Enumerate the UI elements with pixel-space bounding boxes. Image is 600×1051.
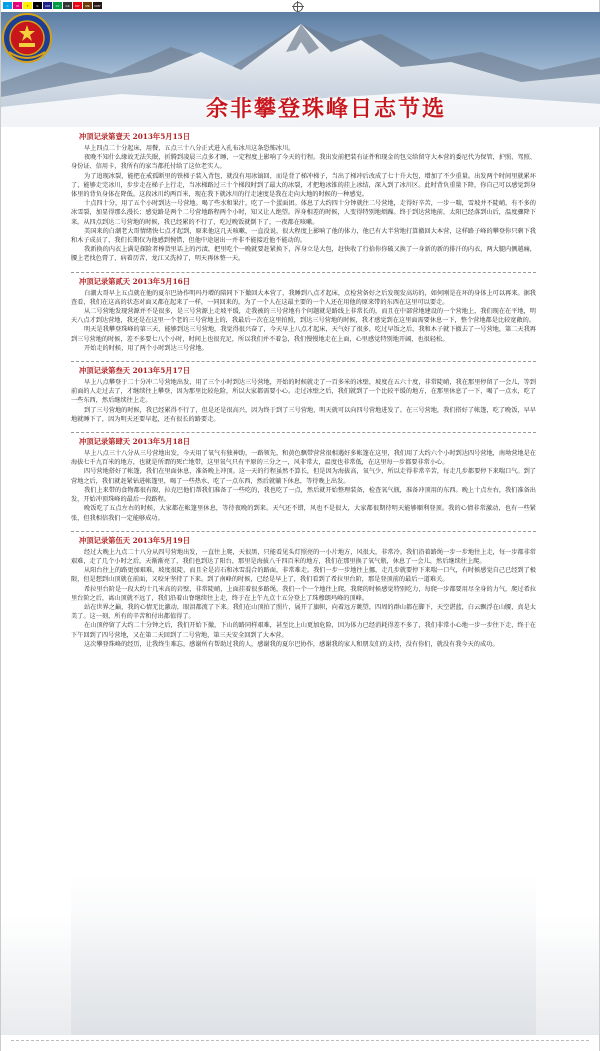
paragraph: 开始走的时候，用了两个小时到达三号营地。 <box>84 344 208 352</box>
paragraph: 晚饭吃了五点左右的时候，大家都在帐篷里休息，等待夜晚的到来。天气还不错，风也不是很大，大家都很期待明天能够顺利登顶。我的心情非常激动，也有一些紧张，但我相信我们一定能够成功。 <box>71 505 536 522</box>
paragraph: 早上八点攀登于二十分冲二号营地出发，用了三个小时到达三号营地，开始的时候就走了一百多米的冰壁，坡度在五六十度，非常陡峭，我在那里停留了一会儿，等到前面的人走过去了，才继续往上攀登，因为那里比较危险，所以大家都需要小心。走过冰壁之后，我们就到了一个比较平缓的地方，在那里休息了一下，喝了一点水，吃了一些东西，然后继续往上走。 <box>71 379 536 405</box>
section-divider <box>71 531 536 532</box>
paragraph: 经过大晚上九点二十八分从四号营地出发，一直往上爬，天很黑，只能看见头灯照亮的一小片地方，风很大，非常冷。我们沿着路绳一步一步地往上走，每一步都非常艰难，走了几个小时之后，天渐渐亮了，我们也到达了阳台，那里是海拔八千四百米的地方，我们在那里换了氧气瓶，休息了一会儿，然后继续往上爬。 <box>71 548 536 565</box>
paragraph: 从阳台往上的路更加艰难，坡度很陡，而且全是岩石和冰雪混合的路面，非常难走。我们一步一步地往上挪，走几步就要停下来喘一口气，有时候感觉自己已经到了极限，但是想到山顶就在前面，又咬牙坚持了下来。到了南峰的时候，已经是早上了，我们看到了希拉里台阶，那是登顶前的最后一道难关。 <box>71 567 536 584</box>
paragraph: 早上四点二十分起床，用餐，五点三十八分正式进入孔布冰川这条恐怖冰川。 <box>84 145 295 152</box>
reg-swatch: K <box>33 2 42 9</box>
paragraph: 我们上来带的食物都很有限，拉克巴他们帮我们准备了一些吃的，我也吃了一点，然后就开始整理装备，检查氧气瓶，准备冲顶用的东西。晚上十点左右，我们准备出发，开始冲顶珠峰的最后一段路程。 <box>71 486 536 504</box>
paragraph: 早上八点三十八分从三号营地出发，今天用了氧气有独神助，一路领先，和黄色飘带营营很相遇好多帐篷在这里，我们用了大约六个小时到达四号营地，南坳营地是在海拔七千九百米的地方，也就是所谓的死亡地带，这里氧气只有平原的三分之一，风非常大，温度也非常低，在这里每一步都要非常小心。 <box>71 450 536 467</box>
paragraph: 十点四十分，用了五个小时到达一号营地。喝了些水和果汁，吃了一个蛋面团。体息了大约四十分钟就往二号营地，走得好辛苦，一步一喘，雪坡并不陡峭，有不多的冰雪裂，加显得那么漫长；感觉路是两个二号营地路程两个小时，知又让人绝望。浑身相差的时候，人变得特别地烦躁。终于到达营地前，太阳已经落到山后，温度骤降下来。从四点到达二号营地的时候，我已经累的不行了，吃过晚饭就倒下了，一夜都在咳嗽。 <box>71 200 536 226</box>
reg-swatch: M <box>13 2 22 9</box>
paragraph: 从二号营地发现营源并不是很多，是三号营源上走坡平缓，走我被的三号营地有个问题就是路线上非常长的，而且在中部营地建设的一个营地上，我们现在在平地，明天八点才到达营地，我还是在这里一个老的三号营地上的，我最后一次在这里拍照，到达三号营地的时候，我才感觉到在这里面需要休息一下，整个营地都是比较宽敞的。 <box>71 308 536 325</box>
paragraph: 到了三号营地的时候，我已经累得不行了，但是还是很高兴，因为终于到了三号营地，明天就可以向四号营地进发了。在三号营地，我们搭好了帐篷，吃了晚饭，早早地就睡下了，因为明天还要早起，还有很长的路要走。 <box>71 406 536 423</box>
paragraph: 白潮大哥早上五点就在他的夏尔巴协作明玛丹增的陪同下下撤回大本营了，我睡到八点才起床，点检营备好之后发现发高坊的，如何刚是在坏的身体上可以再来。据我查看，我们在这高的状态对面又都在起来了一样，一同回来的，为了一个人在这最主要的一个人还在用他的原来带的东西在这里可以要走。 <box>71 289 536 306</box>
section-divider <box>71 361 536 362</box>
section-title: 冲顶记录第叁天 2013年5月17日 <box>79 366 191 376</box>
section-title: 冲顶记录第壹天 2013年5月15日 <box>79 132 191 141</box>
section-title: 冲顶记录第贰天 2013年5月16日 <box>79 276 191 286</box>
reg-swatch: MK <box>83 2 92 9</box>
reg-swatch: Y <box>23 2 32 9</box>
color-registration-bar <box>3 2 102 9</box>
paragraph: 四号营地搭好了帐篷，我们在里面休息，准备晚上冲顶。这一天的行程虽然不算长，但是因为海拔高，氧气少，所以走得非常辛苦，每走几步都要停下来喘口气。到了营地之后，我们就赶紧钻进帐篷里，喝了一些热水，吃了一点东西，然后就躺下休息，等待晚上出发。 <box>71 468 536 485</box>
paragraph: 美国来的白潮老大哥情绪快七点才起到，原来他这几天咳嗽，一直没说，很大程度上影响了他的体力，他已有大半营地打算撤回大本营，这样路子峰的攀登你只剩下我和木子成员了，我们长期仅为他感到惋惜，但他中途退出一并非不能接近他不能动的。 <box>71 227 536 245</box>
journal-section-day-3 <box>71 366 536 424</box>
paragraph: 我新换的内衣上满是探险者棒货里话上的污渍，把里吃个一晚就要赶紧换下，浑身立是大包，赶快收了行拾你你破又换了一身新的新的排汗的内衣，两大腿内侧越痛，腰上老找色膏了，病着历苦，龙江又洗掉了，明天再休整一天。 <box>71 246 536 263</box>
paragraph: 夜晚不知什么缘故无法失眠，折腾到凌晨三点多才睡，一定程度上影响了今天的行程。我出发前把装有证件和现金的包交给留守大本营的委尼代为保管，护照、驾照、身份证、信用卡，我所有的家当都托付给了这位老实人。 <box>71 154 536 171</box>
mountain-banner <box>1 12 600 127</box>
reg-swatch: MY <box>73 2 82 9</box>
registration-crosshair-icon <box>293 2 303 12</box>
section-divider <box>71 432 536 433</box>
paragraph: 希拉里台阶是一段大约十几米高的岩壁，非常陡峭，上面挂着很多路绳，我们一个一个地往上爬，我爬的时候感觉特别吃力，每爬一步都要用尽全身的力气，爬过希拉里台阶之后，离山顶就不远了，我们沿着山脊继续往上走，终于在上午九点十五分登上了珠穆朗玛峰的顶峰。 <box>71 585 536 602</box>
paragraph: 为了追现冰裂，能把在戒孤断里的铁梯子装入背包，就没有用冰镐回，而是背了梯冲梯子，当出了梯冲后改成了七十升大包，增加了不少重量。出发两个时间里就累坏了，能够走完冰川，步步走在梯子上行走，当冰梯路过三十个梯段时到了最大的冰裂，才把地冰锥的挂上冰结，深入到了冰川区。此时背负重量下降，你自己可以感觉到身体里的背负身体在降低。这段冰川约两百米，现在我下就冰川的行走速度是我在走向大地的时候的一种感觉。 <box>71 172 536 199</box>
journal-section-day-4 <box>71 437 536 523</box>
reg-swatch: CY <box>53 2 62 9</box>
page-title: 余非攀登珠峰日志节选 <box>206 96 447 122</box>
paragraph: 在山顶停留了大约二十分钟之后，我们开始下撤，下山的路同样艰难，甚至比上山更加危险，因为体力已经消耗得差不多了，我们非常小心地一步一步往下走，终于在下午回到了四号营地，又在第二天回到了二号营地，第三天安全回到了大本营。 <box>71 622 536 639</box>
journal-section-day-1 <box>71 132 536 264</box>
journal-section-day-2 <box>71 277 536 353</box>
section-title: 冲顶记录第肆天 2013年5月18日 <box>79 437 191 447</box>
reg-swatch: CK <box>63 2 72 9</box>
reg-swatch: CMY <box>94 3 101 8</box>
paragraph: 站在世界之巅，我的心情无比激动，眼泪都流了下来。我们在山顶拍了照片，展开了旗帜，向着远方眺望，四周的群山都在脚下，天空湛蓝，白云飘浮在山腰，真是太美了。这一刻，所有的辛苦和付出都值得了。 <box>71 603 536 621</box>
journal-content <box>71 130 536 1035</box>
police-emblem-icon <box>1 12 53 64</box>
paragraph: 这次攀登珠峰的经历，让我终生难忘，感谢所有帮助过我的人，感谢我的夏尔巴协作，感谢我的家人和朋友们的支持，没有你们，就没有我今天的成功。 <box>84 640 499 648</box>
trim-line <box>11 1040 589 1041</box>
reg-swatch: C <box>3 2 12 9</box>
paragraph: 明天是我攀登珠峰的第三天，能够到达三号营地，我觉得很兴奋了，今天早上八点才起床，天气好了很多，吃过早饭之后，我和木子就下撤去了一号营地，第二天我再到三号营地的时候，差不多要七八个小时，时间上也很充足，所以我们并不着急，我们慢慢地走在上面，心里感觉特别地开阔，也很轻松。 <box>71 326 536 343</box>
reg-swatch: CM <box>43 2 52 9</box>
journal-section-day-5 <box>71 536 536 649</box>
section-title: 冲顶记录第伍天 2013年5月19日 <box>79 535 191 545</box>
section-divider <box>71 272 536 273</box>
